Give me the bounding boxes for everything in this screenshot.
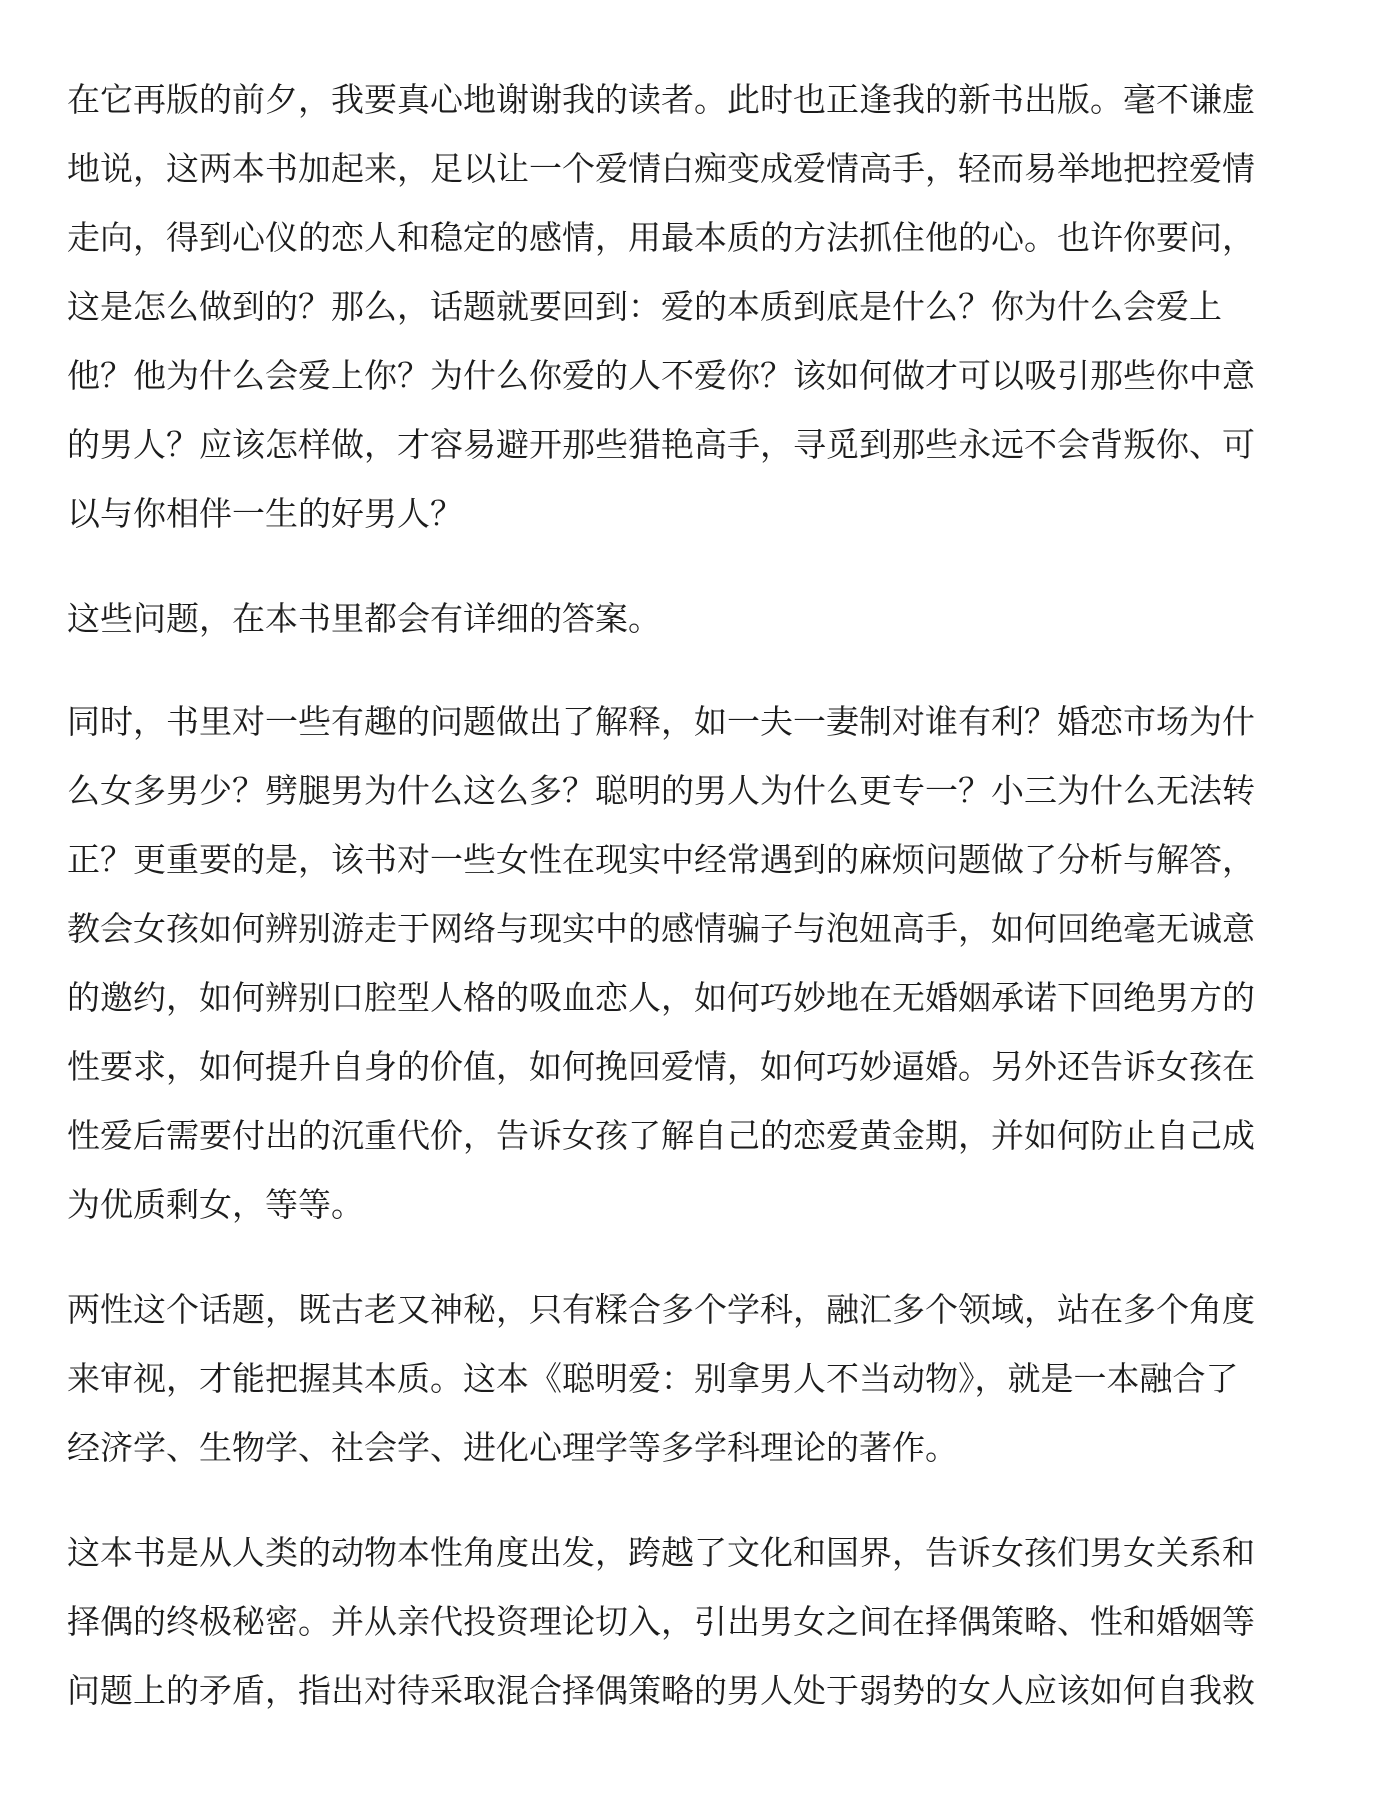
- paragraph-5-line-1: 这本书是从人类的动物本性角度出发，跨越了文化和国界，告诉女孩们男女关系和: [67, 1533, 1255, 1572]
- paragraph-3-line-2: 么女多男少？劈腿男为什么这么多？聪明的男人为什么更专一？小三为什么无法转: [67, 771, 1255, 810]
- paragraph-4-line-2: 来审视，才能把握其本质。这本《聪明爱：别拿男人不当动物》，就是一本融合了: [67, 1359, 1239, 1398]
- paragraph-2-line-1: 这些问题，在本书里都会有详细的答案。: [67, 599, 661, 638]
- paragraph-3-line-3: 正？更重要的是，该书对一些女性在现实中经常遇到的麻烦问题做了分析与解答，: [67, 840, 1255, 879]
- paragraph-5-line-2: 择偶的终极秘密。并从亲代投资理论切入，引出男女之间在择偶策略、性和婚姻等: [67, 1602, 1255, 1641]
- paragraph-3-line-7: 性爱后需要付出的沉重代价，告诉女孩了解自己的恋爱黄金期，并如何防止自己成: [67, 1116, 1255, 1155]
- paragraph-1-line-7: 以与你相伴一生的好男人？: [67, 494, 463, 533]
- paragraph-3-line-6: 性要求，如何提升自身的价值，如何挽回爱情，如何巧妙逼婚。另外还告诉女孩在: [67, 1047, 1255, 1086]
- paragraph-1-line-4: 这是怎么做到的？那么，话题就要回到：爱的本质到底是什么？你为什么会爱上: [67, 287, 1222, 326]
- paragraph-1-line-1: 在它再版的前夕，我要真心地谢谢我的读者。此时也正逢我的新书出版。毫不谦虚: [67, 80, 1255, 119]
- paragraph-5-line-3: 问题上的矛盾，指出对待采取混合择偶策略的男人处于弱势的女人应该如何自我救: [67, 1671, 1255, 1710]
- paragraph-3-line-8: 为优质剩女，等等。: [67, 1185, 364, 1224]
- paragraph-1-line-5: 他？他为什么会爱上你？为什么你爱的人不爱你？该如何做才可以吸引那些你中意: [67, 356, 1255, 395]
- paragraph-1-line-6: 的男人？应该怎样做，才容易避开那些猎艳高手，寻觅到那些永远不会背叛你、可: [67, 425, 1255, 464]
- paragraph-3-line-1: 同时，书里对一些有趣的问题做出了解释，如一夫一妻制对谁有利？婚恋市场为什: [67, 702, 1255, 741]
- paragraph-1-line-3: 走向，得到心仪的恋人和稳定的感情，用最本质的方法抓住他的心。也许你要问，: [67, 218, 1255, 257]
- paragraph-4-line-1: 两性这个话题，既古老又神秘，只有糅合多个学科，融汇多个领域，站在多个角度: [67, 1290, 1255, 1329]
- paragraph-1-line-2: 地说，这两本书加起来，足以让一个爱情白痴变成爱情高手，轻而易举地把控爱情: [67, 149, 1255, 188]
- paragraph-4-line-3: 经济学、生物学、社会学、进化心理学等多学科理论的著作。: [67, 1428, 958, 1467]
- paragraph-3-line-4: 教会女孩如何辨别游走于网络与现实中的感情骗子与泡妞高手，如何回绝毫无诚意: [67, 909, 1255, 948]
- paragraph-3-line-5: 的邀约，如何辨别口腔型人格的吸血恋人，如何巧妙地在无婚姻承诺下回绝男方的: [67, 978, 1255, 1017]
